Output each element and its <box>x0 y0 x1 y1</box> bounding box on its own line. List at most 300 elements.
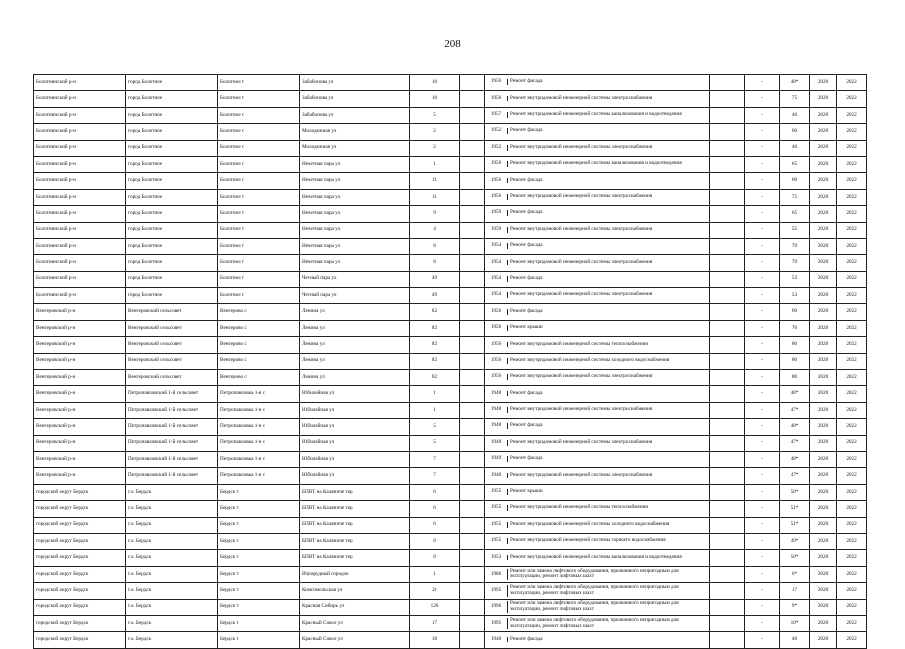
street-cell: Ленина ул <box>300 320 410 336</box>
start-year-cell: 2020 <box>810 353 837 369</box>
year-work-cell <box>485 550 710 566</box>
spacer-cell <box>460 238 485 254</box>
settlement-cell: город Болотное <box>126 173 218 189</box>
year-built: 1956 <box>490 176 502 183</box>
start-year-cell: 2020 <box>810 271 837 287</box>
district-cell: Болотнинский р-н <box>34 156 126 172</box>
district-cell: Венгеровский р-н <box>34 320 126 336</box>
locality-cell: Бердск г <box>218 583 300 599</box>
work-type: Ремонт внутридомовой инженерной системы теплоснабжения <box>507 505 706 511</box>
house-number-cell: 82 <box>410 304 460 320</box>
house-number-cell: 7 <box>410 468 460 484</box>
district-cell: городской округ Бердск <box>34 615 126 631</box>
settlement-cell: Венгеровский сельсовет <box>126 320 218 336</box>
year-built: 1940 <box>490 635 502 642</box>
value-cell: 55 <box>780 222 810 238</box>
year-built: 1956 <box>490 192 502 199</box>
house-number-cell: 18 <box>410 632 460 648</box>
district-cell: Болотнинский р-н <box>34 124 126 140</box>
district-cell: Болотнинский р-н <box>34 206 126 222</box>
start-year-cell: 2020 <box>810 533 837 549</box>
district-cell: Венгеровский р-н <box>34 386 126 402</box>
table-row <box>34 255 867 271</box>
table-row <box>34 435 867 451</box>
blank-cell <box>710 206 745 222</box>
year-work-cell <box>485 566 710 582</box>
value-cell: 70 <box>780 238 810 254</box>
end-year-cell: 2022 <box>837 124 867 140</box>
end-year-cell: 2022 <box>837 173 867 189</box>
street-cell: Ленина ул <box>300 304 410 320</box>
locality-cell: Болотное г <box>218 206 300 222</box>
district-cell: Болотнинский р-н <box>34 173 126 189</box>
table-row <box>34 140 867 156</box>
street-cell: Юбилейная ул <box>300 468 410 484</box>
work-type: Ремонт фасада <box>507 79 706 85</box>
value-cell: 40 <box>780 107 810 123</box>
capital-repair-table <box>33 74 867 649</box>
locality-cell: Бердск г <box>218 615 300 631</box>
year-built: 1956 <box>490 356 502 363</box>
locality-cell: Бердск г <box>218 517 300 533</box>
dash-cell: - <box>745 533 780 549</box>
house-number-cell: 8 <box>410 238 460 254</box>
dash-cell: - <box>745 484 780 500</box>
value-cell: 47* <box>780 468 810 484</box>
table-row <box>34 271 867 287</box>
house-number-cell: 11 <box>410 189 460 205</box>
work-type: Ремонт или замена лифтового оборудования, признанного непригодным для эксплуатации, ремонт лифтовых шахт <box>507 618 706 630</box>
blank-cell <box>710 583 745 599</box>
blank-cell <box>710 107 745 123</box>
end-year-cell: 2022 <box>837 140 867 156</box>
house-number-cell: 1 <box>410 156 460 172</box>
dash-cell: - <box>745 238 780 254</box>
table-row <box>34 599 867 615</box>
settlement-cell: Венгеровский сельсовет <box>126 304 218 320</box>
year-built: 1986 <box>490 570 502 577</box>
street-cell: Забабонова ул <box>300 91 410 107</box>
house-number-cell: 2 <box>410 140 460 156</box>
value-cell: 49* <box>780 533 810 549</box>
year-work-cell <box>485 599 710 615</box>
locality-cell: Петропавловка 1-я с <box>218 468 300 484</box>
blank-cell <box>710 140 745 156</box>
end-year-cell: 2022 <box>837 632 867 648</box>
year-built: 1956 <box>490 373 502 380</box>
start-year-cell: 2020 <box>810 107 837 123</box>
locality-cell: Болотное г <box>218 173 300 189</box>
settlement-cell: г.о. Бердск <box>126 517 218 533</box>
blank-cell <box>710 337 745 353</box>
house-number-cell: 1 <box>410 566 460 582</box>
district-cell: Болотнинский р-н <box>34 75 126 91</box>
settlement-cell: город Болотное <box>126 288 218 304</box>
year-built: 1956 <box>490 324 502 331</box>
dash-cell: - <box>745 173 780 189</box>
blank-cell <box>710 124 745 140</box>
work-type: Ремонт или замена лифтового оборудования, признанного непригодным для эксплуатации, ремонт лифтовых шахт <box>507 585 706 597</box>
end-year-cell: 2022 <box>837 451 867 467</box>
settlement-cell: Венгеровский сельсовет <box>126 370 218 386</box>
street-cell: БПВТ на Каляниче тер <box>300 484 410 500</box>
value-cell: 60 <box>780 124 810 140</box>
end-year-cell: 2022 <box>837 402 867 418</box>
year-built: 1948 <box>490 406 502 413</box>
blank-cell <box>710 468 745 484</box>
house-number-cell: 82 <box>410 337 460 353</box>
value-cell: 17 <box>780 583 810 599</box>
blank-cell <box>710 566 745 582</box>
locality-cell: Болотное г <box>218 222 300 238</box>
dash-cell: - <box>745 288 780 304</box>
street-cell: Нечетная пара ул <box>300 156 410 172</box>
dash-cell: - <box>745 124 780 140</box>
start-year-cell: 2020 <box>810 337 837 353</box>
spacer-cell <box>460 435 485 451</box>
spacer-cell <box>460 124 485 140</box>
locality-cell: Болотное г <box>218 189 300 205</box>
start-year-cell: 2020 <box>810 222 837 238</box>
end-year-cell: 2022 <box>837 337 867 353</box>
start-year-cell: 2020 <box>810 91 837 107</box>
work-type: Ремонт фасада <box>507 178 706 184</box>
house-number-cell: 6 <box>410 501 460 517</box>
work-type: Ремонт внутридомовой инженерной системы электроснабжения <box>507 96 706 102</box>
year-built: 1955 <box>490 537 502 544</box>
settlement-cell: г.о. Бердск <box>126 566 218 582</box>
year-built: 1954 <box>490 258 502 265</box>
work-type: Ремонт фасада <box>507 243 706 249</box>
house-number-cell: 4 <box>410 222 460 238</box>
value-cell: 65 <box>780 156 810 172</box>
year-built: 1948 <box>490 438 502 445</box>
dash-cell: - <box>745 320 780 336</box>
end-year-cell: 2022 <box>837 533 867 549</box>
settlement-cell: г.о. Бердск <box>126 632 218 648</box>
table-row <box>34 468 867 484</box>
blank-cell <box>710 435 745 451</box>
value-cell: 75 <box>780 189 810 205</box>
table-row <box>34 451 867 467</box>
end-year-cell: 2022 <box>837 320 867 336</box>
start-year-cell: 2020 <box>810 435 837 451</box>
locality-cell: Болотное г <box>218 140 300 156</box>
street-cell: Юбилейная ул <box>300 419 410 435</box>
locality-cell: Петропавловка 1-я с <box>218 451 300 467</box>
dash-cell: - <box>745 550 780 566</box>
year-built: 1954 <box>490 274 502 281</box>
end-year-cell: 2022 <box>837 435 867 451</box>
end-year-cell: 2022 <box>837 353 867 369</box>
district-cell: Венгеровский р-н <box>34 468 126 484</box>
settlement-cell: город Болотное <box>126 238 218 254</box>
value-cell: 48* <box>780 386 810 402</box>
value-cell: 40 <box>780 632 810 648</box>
year-work-cell <box>485 533 710 549</box>
table-row <box>34 206 867 222</box>
end-year-cell: 2022 <box>837 419 867 435</box>
blank-cell <box>710 599 745 615</box>
table-row <box>34 353 867 369</box>
table-row <box>34 304 867 320</box>
house-number-cell: 5 <box>410 435 460 451</box>
year-work-cell <box>485 337 710 353</box>
table-row <box>34 583 867 599</box>
work-type: Ремонт фасада <box>507 128 706 134</box>
settlement-cell: г.о. Бердск <box>126 550 218 566</box>
end-year-cell: 2022 <box>837 156 867 172</box>
value-cell: 47* <box>780 402 810 418</box>
settlement-cell: г.о. Бердск <box>126 583 218 599</box>
dash-cell: - <box>745 206 780 222</box>
year-built: 1995 <box>490 586 502 593</box>
spacer-cell <box>460 402 485 418</box>
spacer-cell <box>460 468 485 484</box>
house-number-cell: 11 <box>410 173 460 189</box>
street-cell: Красная Сибирь ул <box>300 599 410 615</box>
settlement-cell: город Болотное <box>126 255 218 271</box>
work-type: Ремонт фасада <box>507 637 706 643</box>
district-cell: городской округ Бердск <box>34 533 126 549</box>
year-work-cell <box>485 353 710 369</box>
work-type: Ремонт внутридомовой инженерной системы горячего водоснабжения <box>507 538 706 544</box>
dash-cell: - <box>745 156 780 172</box>
district-cell: городской округ Бердск <box>34 599 126 615</box>
settlement-cell: Петропавловский 1-й сельсовет <box>126 451 218 467</box>
dash-cell: - <box>745 435 780 451</box>
year-work-cell <box>485 583 710 599</box>
year-work-cell <box>485 222 710 238</box>
year-work-cell <box>485 435 710 451</box>
house-number-cell: 7 <box>410 451 460 467</box>
year-built: 1955 <box>490 520 502 527</box>
year-work-cell <box>485 140 710 156</box>
house-number-cell: 82 <box>410 353 460 369</box>
table-row <box>34 337 867 353</box>
dash-cell: - <box>745 337 780 353</box>
dash-cell: - <box>745 386 780 402</box>
value-cell: 80 <box>780 370 810 386</box>
locality-cell: Петропавловка 1-я с <box>218 402 300 418</box>
work-type: Ремонт фасада <box>507 423 706 429</box>
value-cell: 6* <box>780 566 810 582</box>
street-cell: БПВТ на Каляниче тер <box>300 501 410 517</box>
table-row <box>34 550 867 566</box>
end-year-cell: 2022 <box>837 288 867 304</box>
locality-cell: Болотное г <box>218 107 300 123</box>
end-year-cell: 2022 <box>837 468 867 484</box>
locality-cell: Венгерово с <box>218 337 300 353</box>
spacer-cell <box>460 288 485 304</box>
spacer-cell <box>460 599 485 615</box>
dash-cell: - <box>745 255 780 271</box>
district-cell: Болотнинский р-н <box>34 189 126 205</box>
house-number-cell: 5 <box>410 107 460 123</box>
dash-cell: - <box>745 91 780 107</box>
work-type: Ремонт внутридомовой инженерной системы электроснабжения <box>507 407 706 413</box>
start-year-cell: 2020 <box>810 468 837 484</box>
year-built: 1955 <box>490 504 502 511</box>
year-built: 1948 <box>490 471 502 478</box>
settlement-cell: г.о. Бердск <box>126 533 218 549</box>
settlement-cell: город Болотное <box>126 140 218 156</box>
end-year-cell: 2022 <box>837 107 867 123</box>
year-work-cell <box>485 238 710 254</box>
street-cell: Четный пара ул <box>300 271 410 287</box>
district-cell: Болотнинский р-н <box>34 107 126 123</box>
spacer-cell <box>460 533 485 549</box>
locality-cell: Бердск г <box>218 632 300 648</box>
dash-cell: - <box>745 353 780 369</box>
street-cell: Нечетная пара ул <box>300 173 410 189</box>
house-number-cell: 6 <box>410 484 460 500</box>
locality-cell: Венгерово с <box>218 320 300 336</box>
locality-cell: Бердск г <box>218 566 300 582</box>
start-year-cell: 2020 <box>810 402 837 418</box>
street-cell: Красный Сокол ул <box>300 615 410 631</box>
blank-cell <box>710 75 745 91</box>
house-number-cell: 8 <box>410 550 460 566</box>
year-work-cell <box>485 189 710 205</box>
start-year-cell: 2020 <box>810 632 837 648</box>
value-cell: 80 <box>780 353 810 369</box>
work-type: Ремонт внутридомовой инженерной системы электроснабжения <box>507 145 706 151</box>
settlement-cell: Петропавловский 1-й сельсовет <box>126 419 218 435</box>
spacer-cell <box>460 107 485 123</box>
blank-cell <box>710 288 745 304</box>
spacer-cell <box>460 320 485 336</box>
spacer-cell <box>460 583 485 599</box>
district-cell: Болотнинский р-н <box>34 255 126 271</box>
year-work-cell <box>485 468 710 484</box>
table-row <box>34 75 867 91</box>
dash-cell: - <box>745 75 780 91</box>
locality-cell: Болотное г <box>218 75 300 91</box>
table-row <box>34 370 867 386</box>
house-number-cell: 49 <box>410 271 460 287</box>
street-cell: Четный пара ул <box>300 288 410 304</box>
dash-cell: - <box>745 599 780 615</box>
work-type: Ремонт внутридомовой инженерной системы электроснабжения <box>507 227 706 233</box>
locality-cell: Болотное г <box>218 91 300 107</box>
street-cell: БПВТ на Каляниче тер <box>300 550 410 566</box>
house-number-cell: 2г <box>410 583 460 599</box>
end-year-cell: 2022 <box>837 189 867 205</box>
end-year-cell: 2022 <box>837 484 867 500</box>
table-row <box>34 238 867 254</box>
work-type: Ремонт внутридомовой инженерной системы холодного водоснабжения <box>507 358 706 364</box>
start-year-cell: 2020 <box>810 255 837 271</box>
spacer-cell <box>460 206 485 222</box>
year-built: 1956 <box>490 78 502 85</box>
blank-cell <box>710 419 745 435</box>
start-year-cell: 2020 <box>810 599 837 615</box>
start-year-cell: 2020 <box>810 124 837 140</box>
blank-cell <box>710 550 745 566</box>
year-built: 1948 <box>490 422 502 429</box>
year-work-cell <box>485 107 710 123</box>
page-number: 208 <box>444 38 461 50</box>
settlement-cell: г.о. Бердск <box>126 615 218 631</box>
house-number-cell: 1 <box>410 402 460 418</box>
locality-cell: Бердск г <box>218 501 300 517</box>
spacer-cell <box>460 370 485 386</box>
district-cell: Венгеровский р-н <box>34 402 126 418</box>
dash-cell: - <box>745 189 780 205</box>
settlement-cell: Петропавловский 1-й сельсовет <box>126 402 218 418</box>
house-number-cell: 82 <box>410 370 460 386</box>
spacer-cell <box>460 501 485 517</box>
spacer-cell <box>460 353 485 369</box>
work-type: Ремонт фасада <box>507 309 706 315</box>
district-cell: Болотнинский р-н <box>34 140 126 156</box>
dash-cell: - <box>745 222 780 238</box>
table-row <box>34 501 867 517</box>
house-number-cell: 17 <box>410 615 460 631</box>
settlement-cell: г.о. Бердск <box>126 484 218 500</box>
year-work-cell <box>485 419 710 435</box>
work-type: Ремонт внутридомовой инженерной системы холодного водоснабжения <box>507 522 706 528</box>
work-type: Ремонт внутридомовой инженерной системы электроснабжения <box>507 194 706 200</box>
house-number-cell: 5 <box>410 419 460 435</box>
street-cell: Забабонова ул <box>300 75 410 91</box>
year-work-cell <box>485 75 710 91</box>
table-row <box>34 91 867 107</box>
year-work-cell <box>485 271 710 287</box>
house-number-cell: 6 <box>410 517 460 533</box>
street-cell: Нечетная пара ул <box>300 189 410 205</box>
dash-cell: - <box>745 583 780 599</box>
work-type: Ремонт внутридомовой инженерной системы канализования и водоотведения <box>507 112 706 118</box>
value-cell: 53 <box>780 271 810 287</box>
value-cell: 70 <box>780 320 810 336</box>
blank-cell <box>710 386 745 402</box>
year-built: 1949 <box>490 455 502 462</box>
blank-cell <box>710 533 745 549</box>
house-number-cell: 82 <box>410 320 460 336</box>
dash-cell: - <box>745 107 780 123</box>
year-work-cell <box>485 402 710 418</box>
year-built: 1959 <box>490 225 502 232</box>
end-year-cell: 2022 <box>837 75 867 91</box>
start-year-cell: 2020 <box>810 517 837 533</box>
value-cell: 9* <box>780 599 810 615</box>
end-year-cell: 2022 <box>837 550 867 566</box>
start-year-cell: 2020 <box>810 615 837 631</box>
value-cell: 75 <box>780 91 810 107</box>
district-cell: городской округ Бердск <box>34 517 126 533</box>
dash-cell: - <box>745 140 780 156</box>
spacer-cell <box>460 91 485 107</box>
year-work-cell <box>485 615 710 631</box>
locality-cell: Бердск г <box>218 533 300 549</box>
blank-cell <box>710 353 745 369</box>
dash-cell: - <box>745 615 780 631</box>
dash-cell: - <box>745 517 780 533</box>
year-built: 1956 <box>490 94 502 101</box>
year-built: 1959 <box>490 209 502 216</box>
locality-cell: Болотное г <box>218 156 300 172</box>
district-cell: Болотнинский р-н <box>34 91 126 107</box>
house-number-cell: 10 <box>410 91 460 107</box>
table-row <box>34 189 867 205</box>
year-built: 1956 <box>490 307 502 314</box>
value-cell: 48* <box>780 75 810 91</box>
year-work-cell <box>485 288 710 304</box>
street-cell: БПВТ на Каляниче тер <box>300 517 410 533</box>
district-cell: Болотнинский р-н <box>34 222 126 238</box>
